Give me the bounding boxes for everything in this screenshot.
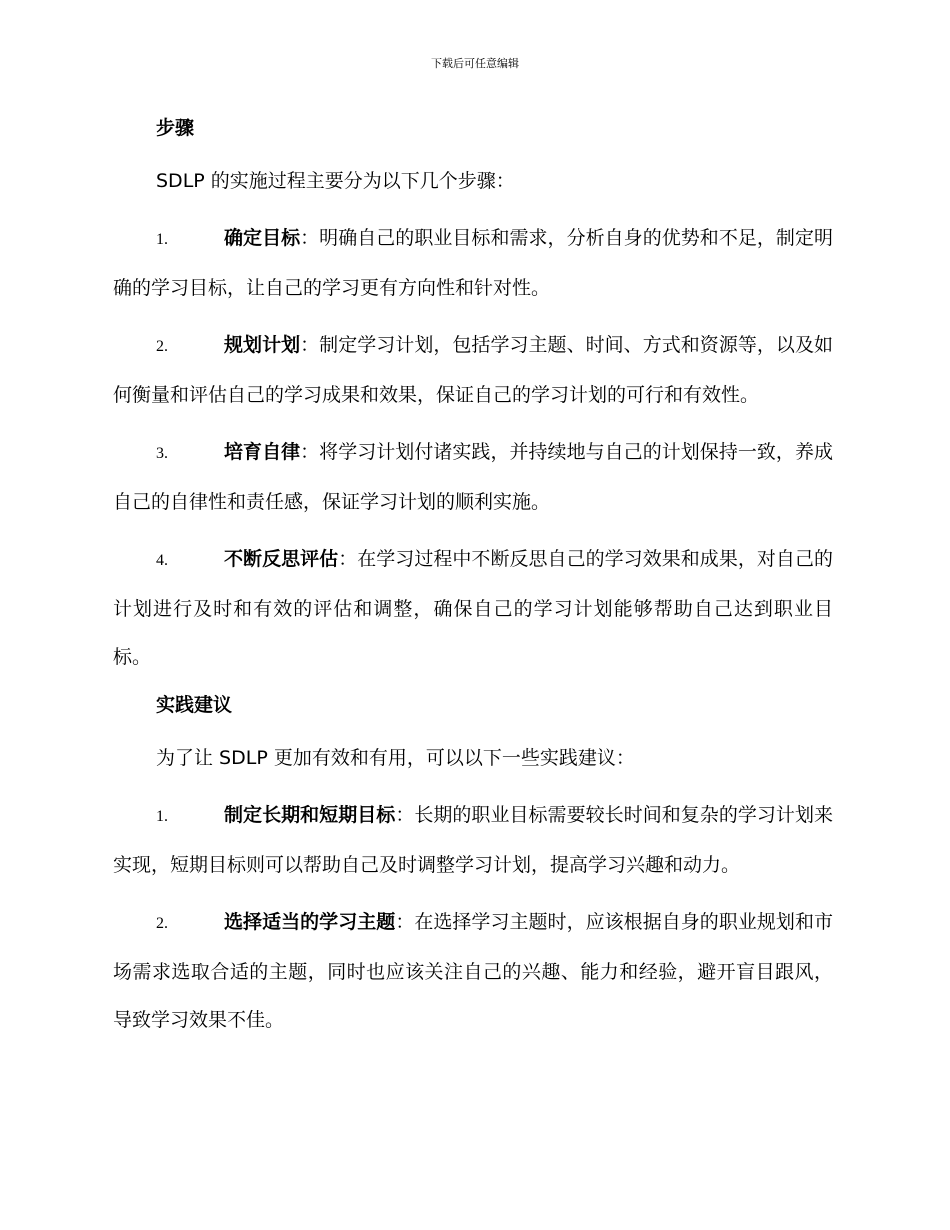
list-term: 选择适当的学习主题 [224,911,396,933]
list-number: 2. [156,915,168,932]
list-text: ：将学习计划付诸实践，并持续地与自己的计划保持一致，养成自己的自律性和责任感，保证学习计划的顺利实施。 [113,441,833,513]
list-term: 规划计划 [224,334,301,356]
list-term: 制定长期和短期目标 [224,804,396,826]
section-heading-practice: 实践建议 [156,694,233,716]
list-number: 1. [156,231,168,248]
list-term: 培育自律 [224,441,301,463]
list-text: ：明确自己的职业目标和需求，分析自身的优势和不足，制定明确的学习目标，让自己的学习更有方向性和针对性。 [113,227,833,299]
list-item [113,898,833,1044]
list-text: ：在选择学习主题时，应该根据自身的职业规划和市场需求选取合适的主题，同时也应该关注自己的兴趣、能力和经验，避开盲目跟风，导致学习效果不佳。 [113,911,833,1031]
list-number: 1. [156,808,168,825]
list-item [113,535,833,681]
steps-intro: SDLP 的实施过程主要分为以下几个步骤： [156,170,515,192]
page-header: 下载后可任意编辑 [431,57,519,70]
list-text: ：长期的职业目标需要较长时间和复杂的学习计划来实现，短期目标则可以帮助自己及时调整学习计划，提高学习兴趣和动力。 [113,804,833,876]
section-heading-steps: 步骤 [156,117,195,139]
document-body [113,113,833,1053]
practice-intro: 为了让 SDLP 更加有效和有用，可以以下一些实践建议： [156,747,635,769]
list-item [113,791,833,889]
list-item [113,214,833,312]
list-term: 确定目标 [224,227,301,249]
list-text: ：制定学习计划，包括学习主题、时间、方式和资源等，以及如何衡量和评估自己的学习成果和效果，保证自己的学习计划的可行和有效性。 [113,334,833,406]
list-term: 不断反思评估 [224,548,339,570]
list-number: 2. [156,338,168,355]
list-item [113,321,833,419]
list-text: ：在学习过程中不断反思自己的学习效果和成果，对自己的计划进行及时和有效的评估和调整，确保自己的学习计划能够帮助自己达到职业目标。 [113,548,833,668]
list-item [113,428,833,526]
list-number: 4. [156,552,168,569]
list-number: 3. [156,445,168,462]
